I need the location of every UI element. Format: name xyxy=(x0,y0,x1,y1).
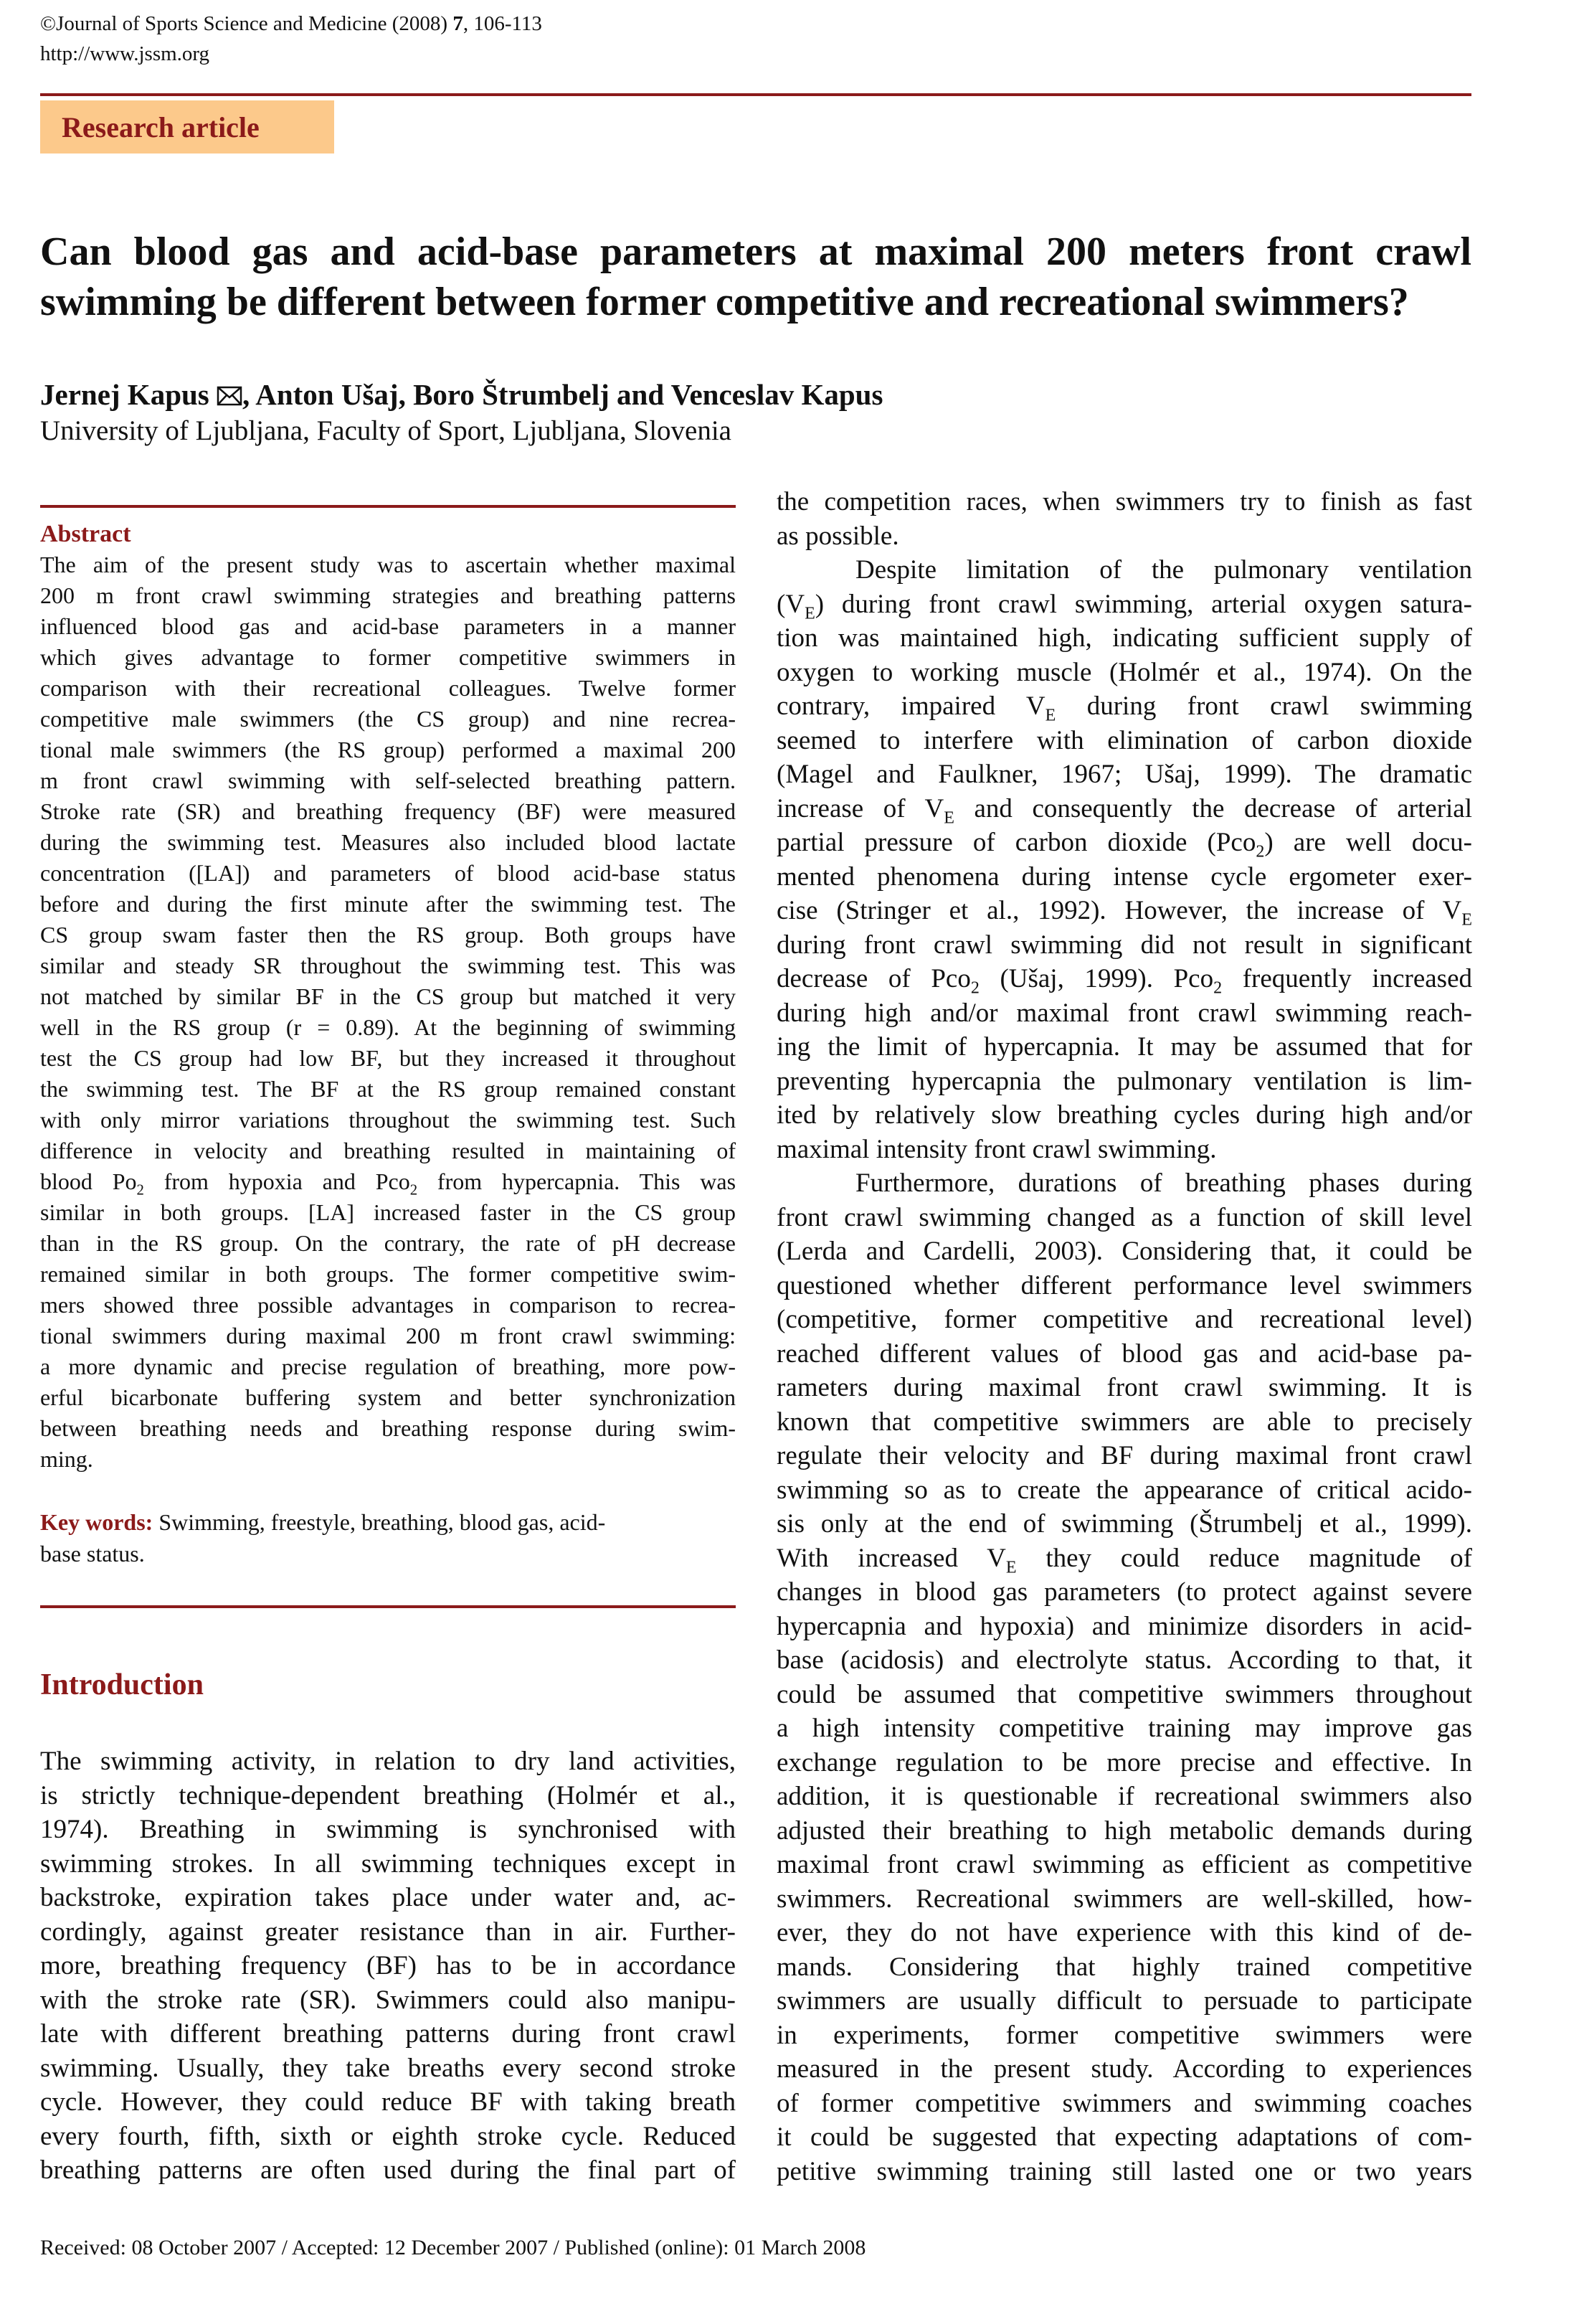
abstract-line: ming. xyxy=(40,1446,93,1472)
introduction-line: more, breathing frequency (BF) has to be in accordance xyxy=(40,1951,736,1980)
body-line: ever, they do not have experience with this kind of de- xyxy=(777,1918,1472,1947)
introduction-line: 1974). Breathing in swimming is synchronised with xyxy=(40,1815,736,1844)
introduction-heading: Introduction xyxy=(40,1668,204,1701)
body-line: ited by relatively slow breathing cycles during high and/or xyxy=(777,1100,1472,1130)
abstract-line: CS group swam faster then the RS group. Both groups have xyxy=(40,922,736,948)
body-line: (Magel and Faulkner, 1967; Ušaj, 1999). The dramatic xyxy=(777,760,1472,789)
introduction-line: cordingly, against greater resistance than in air. Further- xyxy=(40,1917,736,1947)
body-line: oxygen to working muscle (Holmér et al., 1974). On the xyxy=(777,657,1472,687)
abstract-line: than in the RS group. On the contrary, the rate of pH decrease xyxy=(40,1230,736,1256)
introduction-line: with the stroke rate (SR). Swimmers could also manipu- xyxy=(40,1985,736,2015)
journal-citation: ©Journal of Sports Science and Medicine (2008) 7, 106-113 xyxy=(40,12,542,35)
body-line: cise (Stringer et al., 1992). However, the increase of $V_E$ xyxy=(777,896,1472,930)
abstract-line: a more dynamic and precise regulation of breathing, more pow- xyxy=(40,1354,736,1379)
introduction-line: breathing patterns are often used during the final part of xyxy=(40,2155,736,2185)
body-line: hypercapnia and hypoxia) and minimize disorders in acid- xyxy=(777,1611,1472,1641)
abstract-heading: Abstract xyxy=(40,521,131,547)
author-list: Jernej Kapus , Anton Ušaj, Boro Štrumbelj and Venceslav Kapus xyxy=(40,378,883,411)
abstract-line: difference in velocity and breathing resulted in maintaining of xyxy=(40,1138,736,1163)
body-line: (Lerda and Cardelli, 2003). Considering that, it could be xyxy=(777,1237,1472,1266)
body-line: Despite limitation of the pulmonary ventilation xyxy=(855,555,1472,585)
body-line: decrease of Pco$_2$ (Ušaj, 1999). Pco$_2$ frequently increased xyxy=(777,964,1473,998)
affiliation: University of Ljubljana, Faculty of Sport, Ljubljana, Slovenia xyxy=(40,415,731,446)
abstract-line: remained similar in both groups. The former competitive swim- xyxy=(40,1261,736,1287)
abstract-line: The aim of the present study was to ascertain whether maximal xyxy=(40,552,736,577)
abstract-bottom-rule xyxy=(40,1605,736,1608)
abstract-line: test the CS group had low BF, but they increased it throughout xyxy=(40,1045,736,1071)
abstract-line: well in the RS group (r = 0.89). At the beginning of swimming xyxy=(40,1014,736,1040)
body-line: (competitive, former competitive and recreational level) xyxy=(777,1305,1472,1334)
body-line: swimmers. Recreational swimmers are well-skilled, how- xyxy=(777,1884,1472,1914)
abstract-line: comparison with their recreational colleagues. Twelve former xyxy=(40,675,736,701)
body-line: maximal front crawl swimming as efficient as competitive xyxy=(777,1850,1472,1879)
article-type-badge xyxy=(40,100,334,153)
body-line: known that competitive swimmers are able to precisely xyxy=(777,1407,1472,1437)
abstract-line: concentration ([LA]) and parameters of blood acid-base status xyxy=(40,860,736,886)
abstract-line: 200 m front crawl swimming strategies and breathing patterns xyxy=(40,582,736,608)
journal-url[interactable]: http://www.jssm.org xyxy=(40,42,210,65)
introduction-line: swimming strokes. In all swimming techniques except in xyxy=(40,1848,736,1879)
body-line: addition, it is questionable if recreational swimmers also xyxy=(777,1782,1472,1811)
body-line: swimmers are usually difficult to persuade to participate xyxy=(777,1986,1472,2016)
body-line: as possible. xyxy=(777,521,899,551)
received-dates-footer: Received: 08 October 2007 / Accepted: 12 December 2007 / Published (online): 01 March 2008 xyxy=(40,2236,866,2259)
body-line: swimming so as to create the appearance of critical acido- xyxy=(777,1475,1472,1505)
introduction-line: every fourth, fifth, sixth or eighth stroke cycle. Reduced xyxy=(40,2121,736,2151)
abstract-body xyxy=(40,549,736,1475)
body-line: With increased $V_E$ they could reduce magnitude of xyxy=(777,1543,1472,1577)
introduction-line: backstroke, expiration takes place under water and, ac- xyxy=(40,1883,736,1912)
body-line: during front crawl swimming did not result in significant xyxy=(777,930,1472,960)
envelope-icon[interactable] xyxy=(217,384,242,407)
keywords-label: Key words: xyxy=(40,1509,153,1535)
abstract-top-rule xyxy=(40,505,736,508)
body-line: mented phenomena during intense cycle ergometer exer- xyxy=(777,861,1472,892)
abstract-line: mers showed three possible advantages in comparison to recrea- xyxy=(40,1292,736,1318)
abstract-line: erful bicarbonate buffering system and better synchronization xyxy=(40,1384,736,1410)
body-line: measured in the present study. According to experiences xyxy=(777,2054,1472,2084)
right-column-body xyxy=(777,485,1472,2188)
article-title: Can blood gas and acid-base parameters at maximal 200 meters front crawl swimming be different between former competitive and recreational swimmers? xyxy=(40,230,1471,324)
body-line: preventing hypercapnia the pulmonary ventilation is lim- xyxy=(777,1066,1472,1096)
keywords: Key words: Swimming, freestyle, breathing, blood gas, acid- base status. xyxy=(40,1509,606,1567)
body-line: Furthermore, durations of breathing phases during xyxy=(855,1168,1472,1198)
body-line: a high intensity competitive training may improve gas xyxy=(777,1714,1472,1743)
abstract xyxy=(40,519,736,1475)
body-line: increase of $V_E$ and consequently the decrease of arterial xyxy=(777,793,1472,827)
abstract-line: which gives advantage to former competitive swimmers in xyxy=(40,644,736,670)
abstract-line: before and during the first minute after the swimming test. The xyxy=(40,891,736,917)
body-line: petitive swimming training still lasted one or two years xyxy=(777,2156,1472,2186)
introduction-line: is strictly technique-dependent breathing (Holmér et al., xyxy=(40,1780,736,1810)
abstract-line: influenced blood gas and acid-base parameters in a manner xyxy=(40,613,736,639)
article-type-label: Research article xyxy=(62,111,260,143)
body-line: tion was maintained high, indicating sufficient supply of xyxy=(777,623,1472,653)
abstract-line: the swimming test. The BF at the RS group remained constant xyxy=(40,1076,736,1102)
body-line: reached different values of blood gas and acid-base pa- xyxy=(777,1338,1472,1369)
header-rule xyxy=(40,93,1471,96)
abstract-line: tional swimmers during maximal 200 m front crawl swimming: xyxy=(40,1323,736,1348)
body-line: adjusted their breathing to high metabolic demands during xyxy=(777,1815,1472,1846)
introduction-line: cycle. However, they could reduce BF with taking breath xyxy=(40,2087,736,2117)
abstract-line: with only mirror variations throughout the swimming test. Such xyxy=(40,1107,736,1133)
introduction-line: The swimming activity, in relation to dry land activities, xyxy=(40,1747,736,1776)
body-line: base (acidosis) and electrolyte status. According to that, it xyxy=(777,1645,1472,1675)
abstract-line: m front crawl swimming with self-selected breathing pattern. xyxy=(40,767,736,793)
abstract-line: during the swimming test. Measures also included blood lactate xyxy=(40,829,736,855)
body-line: front crawl swimming changed as a function of skill level xyxy=(777,1202,1472,1232)
body-line: during high and/or maximal front crawl swimming reach- xyxy=(777,998,1472,1028)
body-line: contrary, impaired $V_E$ during front crawl swimming xyxy=(777,691,1472,725)
body-line: $(V_E)$ during front crawl swimming, arterial oxygen satura- xyxy=(777,589,1472,623)
body-line: exchange regulation to be more precise and effective. In xyxy=(777,1747,1472,1777)
body-line: questioned whether different performance level swimmers xyxy=(777,1270,1472,1300)
body-line: ing the limit of hypercapnia. It may be assumed that for xyxy=(777,1032,1472,1062)
body-line: mands. Considering that highly trained competitive xyxy=(777,1952,1472,1982)
journal-header xyxy=(40,9,542,69)
abstract-line: Stroke rate (SR) and breathing frequency (BF) were measured xyxy=(40,798,736,824)
introduction-line: swimming. Usually, they take breaths every second stroke xyxy=(40,2053,736,2083)
body-line: partial pressure of carbon dioxide (Pco$_2$) are well docu- xyxy=(777,828,1472,861)
abstract-line: not matched by similar BF in the CS group but matched it very xyxy=(40,983,736,1009)
abstract-line: competitive male swimmers (the CS group) and nine recrea- xyxy=(40,706,736,732)
body-line: regulate their velocity and BF during maximal front crawl xyxy=(777,1441,1472,1470)
body-line: rameters during maximal front crawl swimming. It is xyxy=(777,1373,1472,1402)
body-line: sis only at the end of swimming (Štrumbelj et al., 1999). xyxy=(777,1509,1472,1539)
body-line: could be assumed that competitive swimmers throughout xyxy=(777,1679,1472,1709)
abstract-line: similar and steady SR throughout the swimming test. This was xyxy=(40,953,736,978)
body-line: of former competitive swimmers and swimming coaches xyxy=(777,2088,1472,2118)
abstract-line: blood $Po_2$ from hypoxia and Pco$_2$ from hypercapnia. This was xyxy=(40,1168,736,1199)
body-line: changes in blood gas parameters (to protect against severe xyxy=(777,1577,1472,1607)
body-line: in experiments, former competitive swimmers were xyxy=(777,2020,1472,2050)
body-line: seemed to interfere with elimination of carbon dioxide xyxy=(777,725,1472,755)
introduction-body xyxy=(40,1744,736,2188)
body-line: it could be suggested that expecting adaptations of com- xyxy=(777,2122,1472,2152)
introduction-line: late with different breathing patterns during front crawl xyxy=(40,2019,736,2049)
abstract-line: tional male swimmers (the RS group) performed a maximal 200 xyxy=(40,737,736,762)
body-line: maximal intensity front crawl swimming. xyxy=(777,1134,1217,1164)
abstract-line: similar in both groups. [LA] increased faster in the CS group xyxy=(40,1199,736,1225)
abstract-line: between breathing needs and breathing response during swim- xyxy=(40,1415,736,1441)
body-line: the competition races, when swimmers try to finish as fast xyxy=(777,487,1472,516)
